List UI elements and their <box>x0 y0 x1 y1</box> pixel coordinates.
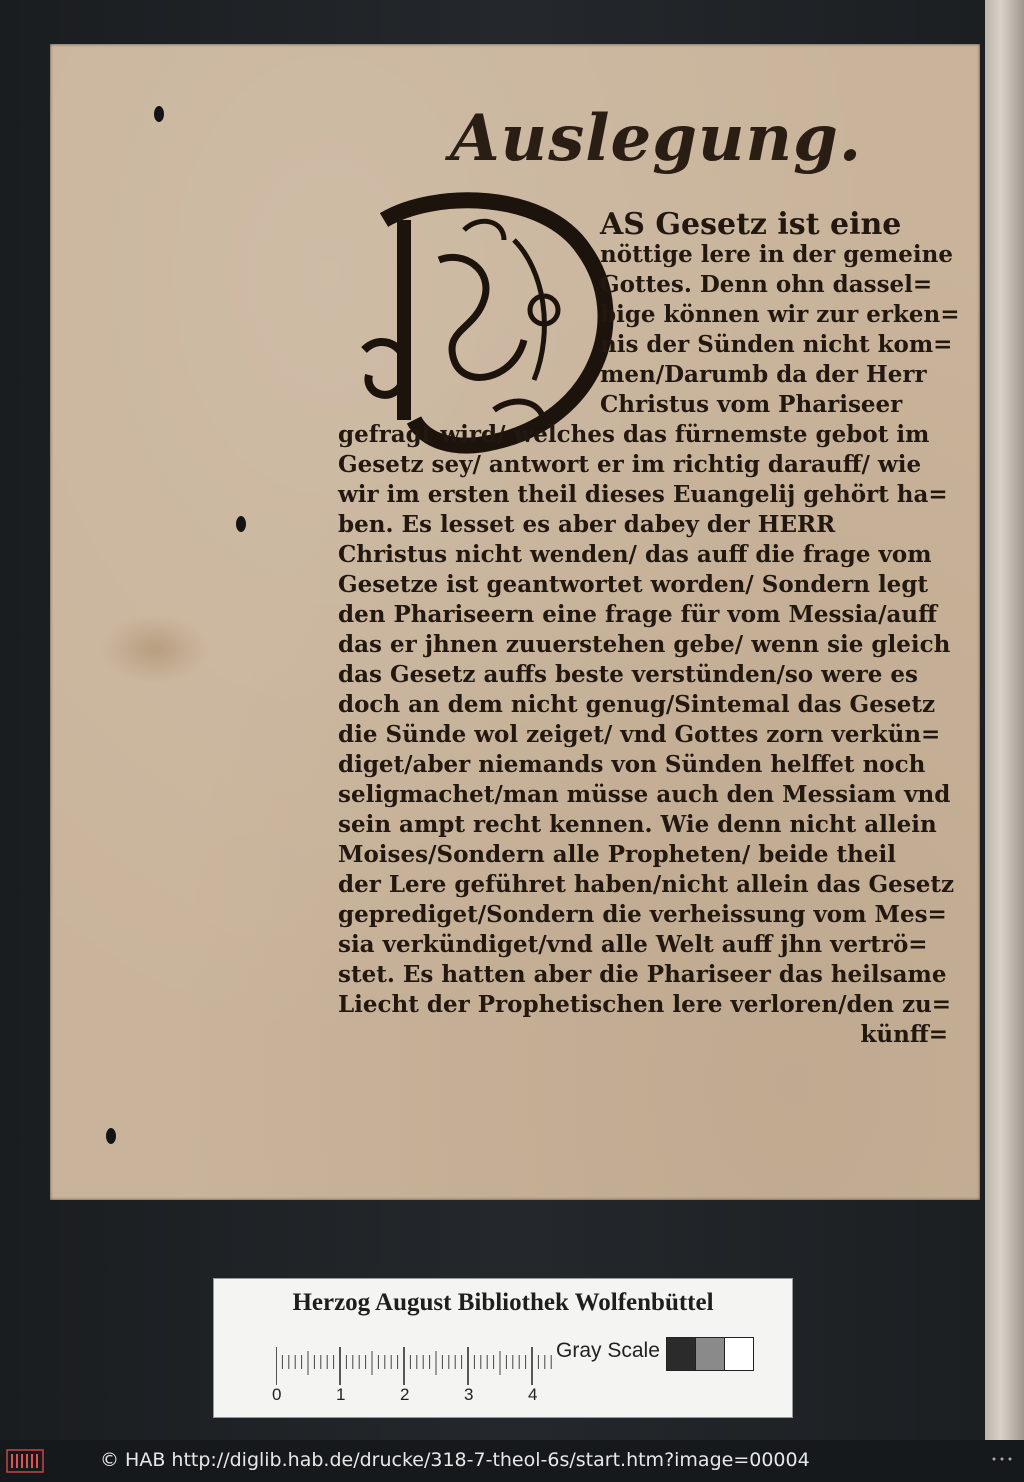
text-line: Gottes. Denn ohn dassel= <box>600 271 933 298</box>
text-line: diget/aber niemands von Sünden helffet noch <box>338 751 926 778</box>
text-line: seligmachet/man müsse auch den Messiam vnd <box>338 781 951 808</box>
text-line: AS Gesetz ist eine <box>600 207 902 242</box>
gray-swatch-dark <box>666 1337 696 1371</box>
text-line: Christus vom Phariseer <box>600 391 903 418</box>
text-line: die Sünde wol zeiget/ vnd Gottes zorn verkün= <box>338 721 941 748</box>
more-dots-icon <box>990 1456 1014 1462</box>
text-line: nöttige lere in der gemeine <box>600 241 953 268</box>
gray-swatch-mid <box>695 1337 725 1371</box>
text-line: doch an dem nicht genug/Sintemal das Gesetz <box>338 691 936 718</box>
ruler-scale <box>276 1345 556 1385</box>
text-line: men/Darumb da der Herr <box>600 361 927 388</box>
ruler-number: 4 <box>528 1385 538 1404</box>
copyright-url[interactable]: © HAB http://diglib.hab.de/drucke/318-7-theol-6s/start.htm?image=00004 <box>100 1449 810 1471</box>
text-line: Moises/Sondern alle Propheten/ beide theil <box>338 841 896 868</box>
text-line: sein ampt recht kennen. Wie denn nicht allein <box>338 811 937 838</box>
text-line: das Gesetz auffs beste verstünden/so were es <box>338 661 918 688</box>
text-line: gefragt wird/ welches das fürnemste gebot im <box>338 421 930 448</box>
book-page <box>50 44 980 1200</box>
body-text <box>338 207 960 1050</box>
text-line: Gesetze ist geantwortet worden/ Sondern legt <box>338 571 929 598</box>
text-line: geprediget/Sondern die verheissung vom Mes= <box>338 901 947 928</box>
text-line: wir im ersten theil dieses Euangelij gehört ha= <box>338 481 948 508</box>
text-line: ben. Es lesset es aber dabey der HERR <box>338 511 836 538</box>
text-line: der Lere geführet haben/nicht allein das Gesetz <box>338 871 955 898</box>
catchword: künff= <box>860 1021 948 1048</box>
text-line: sia verkündiget/vnd alle Welt auff jhn vertrö= <box>338 931 928 958</box>
text-line: Liecht der Prophetischen lere verloren/den zu= <box>338 991 952 1018</box>
page-heading: Auslegung. <box>450 101 863 176</box>
worm-hole <box>236 516 246 532</box>
ruler-number: 1 <box>336 1385 346 1404</box>
text-line: nis der Sünden nicht kom= <box>600 331 953 358</box>
book-spine-edge <box>985 0 1024 1440</box>
ruler-number: 0 <box>272 1385 282 1404</box>
text-line: Christus nicht wenden/ das auff die frage vom <box>338 541 932 568</box>
ruler-number: 3 <box>464 1385 474 1404</box>
text-line: Gesetz sey/ antwort er im richtig darauff/ wie <box>338 451 922 478</box>
text-line: das er jhnen zuuerstehen gebe/ wenn sie gleich <box>338 631 951 658</box>
page-stain <box>100 614 210 684</box>
gray-scale-label: Gray Scale <box>556 1339 660 1362</box>
ruler-number: 2 <box>400 1385 410 1404</box>
text-line: bige können wir zur erken= <box>600 301 960 328</box>
gray-swatch-white <box>724 1337 754 1371</box>
viewer-footer <box>0 1440 1024 1482</box>
library-color-card <box>213 1278 793 1418</box>
worm-hole <box>106 1128 116 1144</box>
library-name: Herzog August Bibliothek Wolfenbüttel <box>292 1289 714 1316</box>
text-line: stet. Es hatten aber die Phariseer das heilsame <box>338 961 947 988</box>
text-line: den Phariseern eine frage für vom Messia/auff <box>338 601 937 628</box>
library-logo-icon <box>6 1446 44 1476</box>
worm-hole <box>154 106 164 122</box>
